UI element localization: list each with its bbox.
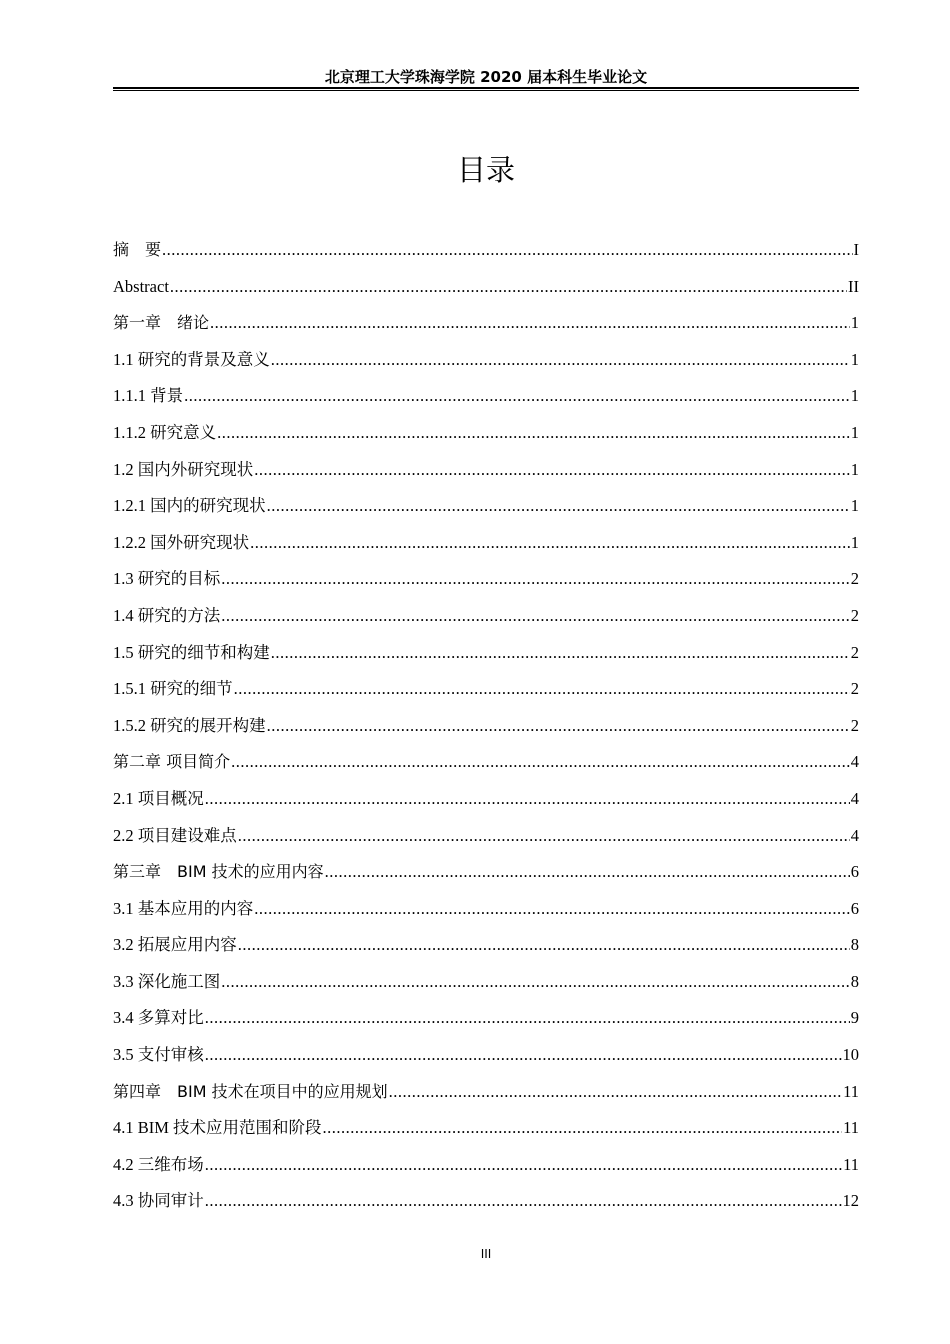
toc-entry-label: 3.4 多算对比 [113,1008,204,1028]
toc-entry-label: 第四章 BIM 技术在项目中的应用规划 [113,1081,388,1101]
toc-entry-label: 1.1 研究的背景及意义 [113,349,270,369]
toc-entry-label: 第三章 BIM 技术的应用内容 [113,862,324,882]
toc-entry-page: 1 [850,349,859,369]
toc-dot-leader [205,781,850,818]
toc-entry-label: 4.3 协同审计 [113,1191,204,1211]
toc-entry[interactable] [113,561,859,598]
toc-entry-page: 1 [850,313,859,333]
toc-entry[interactable] [113,818,859,855]
toc-entry-page: 12 [842,1191,859,1211]
toc-entry-label: 4.1 BIM 技术应用范围和阶段 [113,1118,322,1138]
toc-entry-label: 1.5.1 研究的细节 [113,679,233,699]
toc-dot-leader [184,378,850,415]
toc-dot-leader [162,232,852,269]
toc-entry-label: 1.3 研究的目标 [113,569,221,589]
toc-entry-label: 3.3 深化施工图 [113,971,221,991]
toc-entry[interactable] [113,598,859,635]
toc-dot-leader [205,1000,850,1037]
toc-entry-page: 6 [850,862,859,882]
toc-entry-page: 2 [850,715,859,735]
toc-entry[interactable] [113,525,859,562]
toc-entry[interactable] [113,342,859,379]
toc-entry-page: 11 [843,1081,859,1101]
toc-entry-page: 2 [850,679,859,699]
toc-entry[interactable] [113,488,859,525]
toc-dot-leader [271,342,850,379]
toc-dot-leader [254,452,850,489]
toc-entry-label: 1.5 研究的细节和构建 [113,642,270,662]
toc-dot-leader [254,891,850,928]
toc-entry[interactable] [113,708,859,745]
toc-entry-page: 9 [850,1008,859,1028]
toc-dot-leader [267,488,850,525]
toc-entry-label: 摘 要 [113,240,162,259]
toc-entry[interactable] [113,269,859,306]
running-header: 北京理工大学珠海学院 2020 届本科生毕业论文 [324,68,648,86]
toc-dot-leader [238,818,850,855]
toc-dot-leader [234,671,850,708]
toc-entry[interactable] [113,1110,859,1147]
toc-entry[interactable] [113,415,859,452]
toc-entry[interactable] [113,891,859,928]
toc-entry-page: 1 [850,532,859,552]
toc-entry[interactable] [113,927,859,964]
toc-dot-leader [231,744,850,781]
toc-entry[interactable] [113,232,859,269]
toc-dot-leader [250,525,850,562]
toc-entry[interactable] [113,671,859,708]
toc-title: 目录 [456,153,515,187]
toc-entry-page: 1 [850,422,859,442]
toc-entry-label: 3.2 拓展应用内容 [113,935,237,955]
toc-entry[interactable] [113,781,859,818]
toc-entry[interactable] [113,1037,859,1074]
toc-entry-label: 4.2 三维布场 [113,1154,204,1174]
toc-entry[interactable] [113,1000,859,1037]
toc-entry-page: 1 [850,496,859,516]
toc-entry[interactable] [113,854,859,891]
toc-entry-page: 1 [850,459,859,479]
header-rule-thick [113,87,859,89]
toc-entry-label: 1.2.1 国内的研究现状 [113,496,266,516]
toc-entry[interactable] [113,452,859,489]
toc-dot-leader [238,927,850,964]
toc-dot-leader [389,1074,843,1111]
toc-entry[interactable] [113,305,859,342]
toc-entry-page: 8 [850,935,859,955]
toc-entry-page: 2 [850,569,859,589]
toc-entry-label: 1.5.2 研究的展开构建 [113,715,266,735]
toc-entry[interactable] [113,964,859,1001]
toc-entry[interactable] [113,1147,859,1184]
toc-entry-label: 1.1.2 研究意义 [113,422,217,442]
toc-dot-leader [217,415,850,452]
toc-dot-leader [221,598,850,635]
toc-entry[interactable] [113,635,859,672]
toc-entry-page: 8 [850,971,859,991]
toc-entry[interactable] [113,744,859,781]
toc-entry-page: 4 [850,825,859,845]
toc-entry-label: 1.2.2 国外研究现状 [113,532,250,552]
toc-dot-leader [205,1147,842,1184]
toc-entry-page: I [853,240,859,259]
toc-entry-page: 2 [850,605,859,625]
toc-entry[interactable] [113,1183,859,1220]
toc-entry-page: 11 [843,1118,859,1138]
toc-entry-page: 4 [850,752,859,772]
toc-entry-page: 2 [850,642,859,662]
toc-entry[interactable] [113,1074,859,1111]
toc-entry-label: 第二章 项目简介 [113,752,231,772]
toc-dot-leader [221,561,850,598]
toc-entry-label: 3.1 基本应用的内容 [113,898,254,918]
toc-entry-label: 3.5 支付审核 [113,1045,204,1065]
toc-entry-page: 1 [850,386,859,406]
toc-dot-leader [205,1183,842,1220]
toc-entry-page: II [848,276,859,296]
toc-dot-leader [170,269,847,306]
toc-entry-label: 2.2 项目建设难点 [113,825,237,845]
toc-entry-label: 1.2 国内外研究现状 [113,459,254,479]
toc-entry-label: 第一章 绪论 [113,313,210,333]
toc-entry-page: 11 [843,1154,859,1174]
toc-entry-page: 6 [850,898,859,918]
toc-entry-label: 1.4 研究的方法 [113,605,221,625]
toc-dot-leader [205,1037,842,1074]
toc-dot-leader [267,708,850,745]
page-number: III [480,1247,492,1261]
toc-entry-page: 4 [850,788,859,808]
toc-entry-label: Abstract [113,276,169,296]
toc-dot-leader [210,305,850,342]
toc-entry-label: 1.1.1 背景 [113,386,184,406]
toc-dot-leader [323,1110,843,1147]
toc-entry-page: 10 [842,1045,859,1065]
toc-dot-leader [221,964,850,1001]
toc-entry-label: 2.1 项目概况 [113,788,204,808]
table-of-contents [113,232,859,1220]
header-rule-thin [113,90,859,91]
toc-dot-leader [325,854,850,891]
toc-dot-leader [271,635,850,672]
toc-entry[interactable] [113,378,859,415]
